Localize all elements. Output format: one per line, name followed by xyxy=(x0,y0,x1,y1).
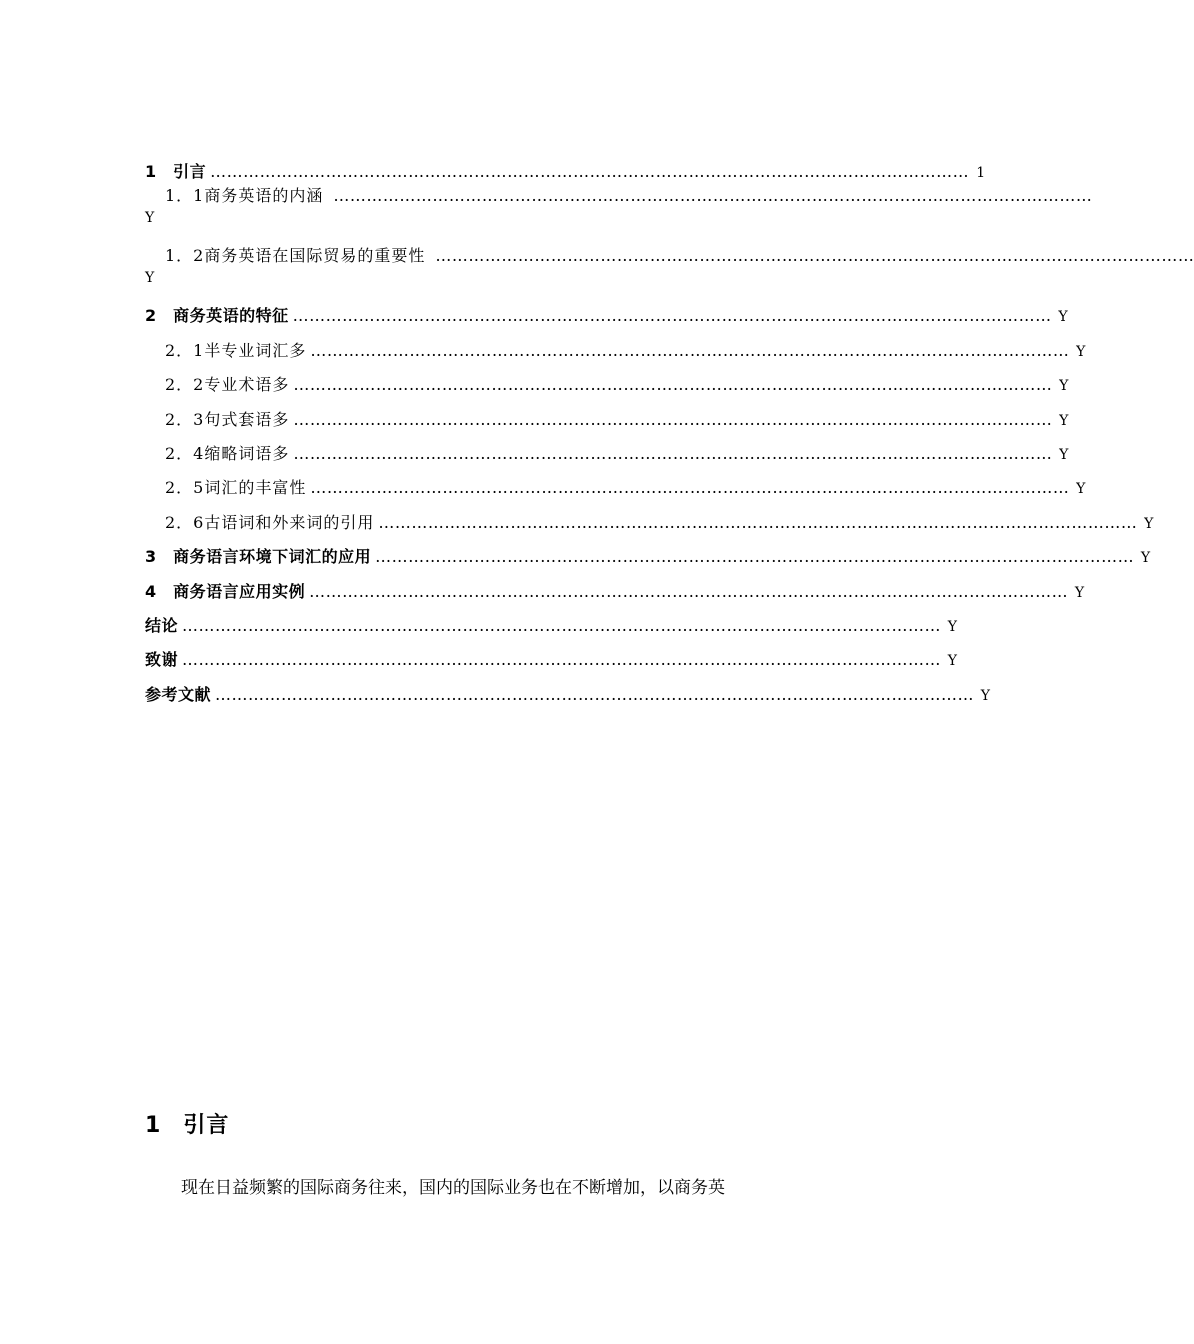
toc-entry-page: Y xyxy=(1076,343,1086,360)
toc-entry-page: 1 xyxy=(976,165,986,181)
toc-entry-2-4[interactable] xyxy=(145,443,1069,478)
toc-entry-page: Y xyxy=(145,270,155,287)
toc-leader-dots: ………………………………………………………………………………………………………………………… xyxy=(182,650,942,670)
toc-entry-label: 2．2专业术语多 xyxy=(165,375,290,395)
toc-entry-page: Y xyxy=(1059,378,1069,395)
toc-entry-1-1[interactable] xyxy=(145,186,1093,246)
toc-entry-4[interactable] xyxy=(145,581,1085,616)
toc-leader-dots: ………………………………………………………………………………………………………………………… xyxy=(293,443,1053,463)
toc-leader-dots: ………………………………………………………………………………………………………………………… xyxy=(215,684,975,704)
toc-leader-dots: ………………………………………………………………………………………………………………………… xyxy=(293,375,1053,395)
toc-entry-label: 3 商务语言环境下词汇的应用 xyxy=(145,547,372,567)
toc-entry-2[interactable] xyxy=(145,306,1068,340)
toc-leader-dots: ………………………………………………………………………………………………………………………… xyxy=(375,547,1135,567)
section-heading xyxy=(145,1108,229,1139)
toc-leader-dots: ………………………………………………………………………………………………………………………… xyxy=(293,409,1053,429)
body-paragraph: 现在日益频繁的国际商务往来，国内的国际业务也在不断增加，以商务英 xyxy=(181,1178,725,1198)
toc-leader-dots: ………………………………………………………………………………………………………………………… xyxy=(310,478,1070,498)
toc-entry-2-6[interactable] xyxy=(145,512,1154,547)
toc-leader-dots: ………………………………………………………………………………………………………………………… xyxy=(333,186,1093,206)
toc-entry-label: 2．1半专业词汇多 xyxy=(165,340,307,360)
toc-entry-page: Y xyxy=(1058,309,1068,326)
toc-leader-dots: ………………………………………………………………………………………………………………………… xyxy=(435,246,1194,266)
toc-entry-label: 2．5词汇的丰富性 xyxy=(165,478,307,498)
table-of-contents xyxy=(145,162,1194,719)
toc-leader-dots: ………………………………………………………………………………………………………………………… xyxy=(309,581,1069,601)
toc-entry-page: Y xyxy=(1076,481,1086,498)
toc-leader-dots: ………………………………………………………………………………………………………………………… xyxy=(210,162,970,181)
toc-entry-page: Y xyxy=(1144,515,1154,532)
toc-entry-label: 参考文献 xyxy=(145,684,212,704)
toc-entry-page: Y xyxy=(1059,446,1069,463)
toc-entry-2-3[interactable] xyxy=(145,409,1069,444)
toc-entry-page: Y xyxy=(947,618,958,635)
toc-entry-2-1[interactable] xyxy=(145,340,1086,375)
toc-entry-label: 1．2商务英语在国际贸易的重要性 xyxy=(165,246,426,266)
toc-entry-label: 2．6古语词和外来词的引用 xyxy=(165,512,375,532)
toc-entry-page: Y xyxy=(1059,412,1069,429)
toc-entry-2-5[interactable] xyxy=(145,478,1086,512)
toc-leader-dots: ………………………………………………………………………………………………………………………… xyxy=(182,615,942,635)
toc-entry-page: Y xyxy=(1140,550,1151,567)
toc-entry-page: Y xyxy=(1074,584,1085,601)
toc-entry-label: 1 引言 xyxy=(145,162,207,181)
toc-entry-conclusion[interactable] xyxy=(145,615,958,650)
section-title: 引言 xyxy=(183,1113,230,1138)
toc-entry-acknowledgements[interactable] xyxy=(145,650,958,684)
toc-leader-dots: ………………………………………………………………………………………………………………………… xyxy=(310,340,1070,360)
toc-entry-references[interactable] xyxy=(145,684,991,719)
toc-entry-label: 1．1商务英语的内涵 xyxy=(165,186,324,206)
toc-entry-label: 2．3句式套语多 xyxy=(165,409,290,429)
toc-leader-dots: ………………………………………………………………………………………………………………………… xyxy=(378,512,1138,532)
section-number: 1 xyxy=(145,1113,162,1138)
toc-entry-label: 4 商务语言应用实例 xyxy=(145,581,306,601)
toc-entry-2-2[interactable] xyxy=(145,375,1069,409)
toc-entry-label: 2 商务英语的特征 xyxy=(145,306,289,326)
toc-entry-page: Y xyxy=(145,210,155,227)
toc-entry-label: 致谢 xyxy=(145,650,179,670)
toc-leader-dots: ………………………………………………………………………………………………………………………… xyxy=(292,306,1052,326)
toc-entry-3[interactable] xyxy=(145,547,1151,581)
toc-entry-page: Y xyxy=(980,687,991,704)
toc-entry-page: Y xyxy=(947,653,958,670)
toc-entry-1-2[interactable] xyxy=(145,246,1194,306)
toc-entry-label: 2．4缩略词语多 xyxy=(165,443,290,463)
toc-entry-label: 结论 xyxy=(145,615,179,635)
